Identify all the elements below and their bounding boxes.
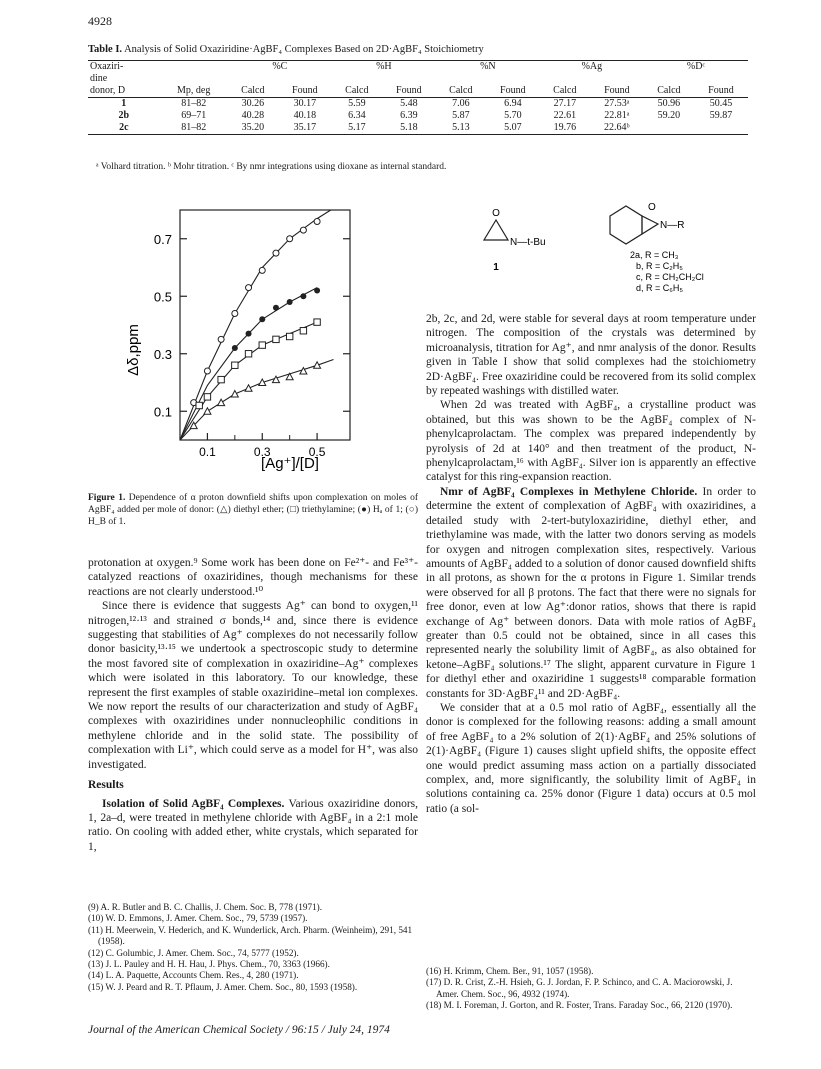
reference-item: (10) W. D. Emmons, J. Amer. Chem. Soc., 79, 5739 (1957). <box>88 913 308 924</box>
cyclohexane-ring <box>610 206 642 244</box>
references-left <box>88 902 418 993</box>
table-caption-text: Analysis of Solid Oxaziridine·AgBF₄ Complexes Based on 2D·AgBF₄ Stoichiometry <box>124 44 484 55</box>
table-header-group-c: %C <box>228 61 332 74</box>
paragraph-text: Various oxaziridine donors, 1, 2a–d, were treated in methylene chloride with AgBF₄ in a 2:1 mole ratio. On cooling with added ether, white crystals, which separated for 1, <box>88 797 418 853</box>
structure-2-label: 2a, R = CH₃ <box>630 250 679 260</box>
data-point-open-square <box>196 402 202 408</box>
plot-border <box>180 210 350 440</box>
structure-2-label: b, R = C₂H₅ <box>636 261 683 271</box>
data-point-open-triangle <box>245 385 252 392</box>
data-point-filled-circle <box>259 316 265 322</box>
table-subheader: Calcd <box>228 85 278 98</box>
table-cell: 50.96 <box>657 98 681 109</box>
table-cell <box>644 122 694 135</box>
reference-item: (11) H. Meerwein, V. Hederich, and K. Wunderlick, Arch. Pharm. (Weinheim), 291, 541 (1958). <box>88 924 413 947</box>
data-point-open-square <box>286 333 292 339</box>
data-point-open-circle <box>273 250 279 256</box>
data-point-open-circle <box>232 311 238 317</box>
reference-item: (9) A. R. Butler and B. C. Challis, J. Chem. Soc. B, 778 (1971). <box>88 902 323 912</box>
paragraph <box>426 485 756 701</box>
data-point-open-circle <box>287 236 293 242</box>
reference-item: (13) J. L. Pauley and H. H. Hau, J. Phys. Chem., 70, 3363 (1966). <box>88 959 330 970</box>
table-header-mp: Mp, deg <box>160 85 228 98</box>
data-point-open-circle <box>314 219 320 225</box>
table-caption-label: Table I. <box>88 44 123 55</box>
data-point-filled-circle <box>273 305 279 311</box>
structure-2 <box>600 196 760 306</box>
x-tick-label: 0.5 <box>308 445 326 459</box>
data-point-open-square <box>232 362 238 368</box>
table-header-donor: Oxaziri- <box>88 61 160 74</box>
reference-item: (15) W. J. Peard and R. T. Pflaum, J. Amer. Chem. Soc., 80, 1593 (1958). <box>88 981 358 992</box>
structure-2-label: d, R = C₆H₅ <box>636 283 684 293</box>
data-point-filled-circle <box>246 331 252 337</box>
table-cell: 30.26 <box>241 98 265 109</box>
data-point-open-circle <box>204 368 210 374</box>
table-cell: 81–82 <box>181 98 207 109</box>
table-cell-donor: 2b <box>118 110 130 121</box>
data-point-open-circle <box>246 285 252 291</box>
reference-item: (16) H. Krimm, Chem. Ber., 91, 1057 (1958). <box>426 966 594 976</box>
plot-points <box>190 219 320 429</box>
data-point-open-circle <box>259 267 265 273</box>
table-cell: 5.48 <box>400 98 418 109</box>
page-number: 4928 <box>88 14 112 28</box>
reference-item: (12) C. Golumbic, J. Amer. Chem. Soc., 74, 5777 (1952). <box>88 947 299 958</box>
structure-1-label: 1 <box>493 262 499 273</box>
paragraph-heading: Isolation of Solid AgBF₄ Complexes. <box>102 797 285 810</box>
table-cell: 35.17 <box>278 122 332 135</box>
paragraph: 2b, 2c, and 2d, were stable for several days at room temperature under nitrogen. The composition of the crystals was determined by microanalysis, titration for Ag⁺, and nmr analysis of the donor. Results given in Table I show that solid complexes had the stoichiometry 2D·AgBF₄. Free oxaziridine could be recovered from its solid complex by repeated washings with distilled water. <box>426 313 756 398</box>
table-row <box>88 122 748 135</box>
table-cell: 5.17 <box>332 122 382 135</box>
table-cell: 22.61 <box>553 110 577 121</box>
table-cell: 40.28 <box>241 110 265 121</box>
data-point-open-square <box>259 342 265 348</box>
table-cell <box>694 122 748 135</box>
structure-1 <box>470 200 590 290</box>
references-right <box>426 966 756 1012</box>
data-point-open-square <box>300 328 306 334</box>
table-subheader: Found <box>694 85 748 98</box>
paragraph-heading: Nmr of AgBF₄ Complexes in Methylene Chloride. <box>440 485 698 498</box>
paragraph <box>88 797 418 855</box>
table-cell: 6.94 <box>504 98 522 109</box>
section-heading-results: Results <box>88 779 124 792</box>
table-header-group-n: %N <box>436 61 540 74</box>
table-1 <box>88 60 748 135</box>
oxygen-atom-label: O <box>648 202 656 213</box>
table-cell: 5.18 <box>382 122 436 135</box>
figure-caption-label: Figure 1. <box>88 493 126 503</box>
figure-1-chart <box>120 200 360 480</box>
data-point-filled-circle <box>314 288 320 294</box>
right-column-text <box>426 312 756 816</box>
table-header-donor-3: donor, D <box>88 85 160 98</box>
table-cell: 40.18 <box>293 110 317 121</box>
data-point-open-square <box>245 351 251 357</box>
table-footnotes: ᵃ Volhard titration. ᵇ Mohr titration. ᶜ By nmr integrations using dioxane as internal standard. <box>96 162 447 172</box>
structure-2-substituent: N—R <box>660 220 685 231</box>
data-point-open-square <box>204 394 210 400</box>
data-point-open-square <box>218 376 224 382</box>
plot-frame <box>180 210 350 440</box>
x-tick-label: 0.1 <box>199 445 216 459</box>
table-cell: 69–71 <box>181 110 207 121</box>
table-cell: 5.07 <box>486 122 540 135</box>
series-curve <box>180 360 334 441</box>
reference-item: (18) M. I. Foreman, J. Gorton, and R. Foster, Trans. Faraday Soc., 66, 2120 (1970). <box>426 1000 733 1011</box>
table-header-donor-2: dine <box>90 73 108 84</box>
data-point-open-circle <box>218 336 224 342</box>
data-point-open-triangle <box>231 391 238 398</box>
figure-caption <box>88 492 418 528</box>
data-point-open-triangle <box>204 408 211 415</box>
table-cell: 5.13 <box>436 122 486 135</box>
table-cell: 5.87 <box>452 110 470 121</box>
table-caption <box>88 44 748 55</box>
table-cell: 81–82 <box>160 122 228 135</box>
table-subheader: Calcd <box>436 85 486 98</box>
table-cell: 27.17 <box>553 98 577 109</box>
data-point-open-square <box>273 336 279 342</box>
series-curve <box>180 288 317 440</box>
table-subheader: Calcd <box>644 85 694 98</box>
left-column-text <box>88 556 418 854</box>
oxaziridine-ring <box>484 220 508 240</box>
y-tick-label: 0.5 <box>153 289 172 305</box>
table-cell: 7.06 <box>452 98 470 109</box>
y-tick-label: 0.1 <box>153 404 172 420</box>
y-axis-label: Δδ,ppm <box>125 324 142 376</box>
table-cell: 22.81ᵃ <box>604 110 630 121</box>
table-cell: 30.17 <box>293 98 317 109</box>
table-cell: 22.64ᵇ <box>590 122 644 135</box>
table-header-group-d: %Dᶜ <box>644 61 748 74</box>
data-point-open-square <box>314 319 320 325</box>
data-point-open-triangle <box>218 399 225 406</box>
reference-item: (14) L. A. Paquette, Accounts Chem. Res., 4, 280 (1971). <box>88 970 299 981</box>
paragraph: We consider that at a 0.5 mol ratio of AgBF₄, essentially all the donor is complexed for the following reasons: adding a small amount of free AgBF₄ to a 2% solution of 2(1)·AgBF₄ and 25% solutions of 2(1)·AgBF₄ (Figure 1) causes slight upfield shifts, the opposite effect one would predict assuming mass action on a partially dissociated complex, and, more significantly, the solubility limit of AgBF₄ in solutions containing ca. 25% donor (Figure 1 data) occurs at 0.5 mol ratio (a sol- <box>426 701 756 815</box>
table-cell: 50.45 <box>709 98 733 109</box>
paragraph: Since there is evidence that suggests Ag⁺ can bond to oxygen,¹¹ nitrogen,¹²·¹³ and strained σ bonds,¹⁴ and, since there is evidence suggesting that stabilities of Ag⁺ complexes do not necessarily follow donor basicity,¹³·¹⁵ we undertook a spectroscopic study to determine the most favored site of complexation in oxaziridine–Ag⁺ complexes which were isolated in this laboratory. To our knowledge, these represent the first examples of stable oxaziridine–metal ion complexes. We now report the results of our characterization and study of AgBF₄ complexes with oxaziridines under nonnucleophilic conditions in methylene chloride and in the solid state. The possibility of complexation with Li⁺, which could serve as a model for H⁺, was also investigated. <box>88 600 418 771</box>
plot-ticks <box>154 232 350 459</box>
y-tick-label: 0.3 <box>153 346 172 362</box>
table-subheader: Found <box>382 85 436 98</box>
table-subheader: Found <box>278 85 332 98</box>
data-point-open-circle <box>300 227 306 233</box>
table-subheader: Calcd <box>540 85 590 98</box>
data-point-filled-circle <box>232 345 238 351</box>
x-tick-label: 0.3 <box>253 445 271 459</box>
journal-footer: Journal of the American Chemical Society / 96:15 / July 24, 1974 <box>88 1024 390 1036</box>
table-cell: 6.39 <box>400 110 418 121</box>
paragraph: protonation at oxygen.⁹ Some work has been done on Fe²⁺- and Fe³⁺-catalyzed reactions of oxaziridines, though mechanisms for these reactions are not clearly understood.¹⁰ <box>88 557 418 598</box>
oxaziridine-ring <box>642 216 658 234</box>
table-subheader: Found <box>590 85 644 98</box>
data-point-filled-circle <box>287 299 293 305</box>
table-subheader: Found <box>486 85 540 98</box>
table-cell: 27.53ᵃ <box>604 98 630 109</box>
table-header-group-h: %H <box>332 61 436 74</box>
data-point-filled-circle <box>300 293 306 299</box>
plot-curves <box>180 210 334 440</box>
table-cell-donor: 1 <box>121 98 127 109</box>
table-cell: 59.87 <box>709 110 733 121</box>
table-header-group-ag: %Ag <box>540 61 644 74</box>
table-cell: 5.70 <box>504 110 522 121</box>
table-row <box>88 98 748 111</box>
x-axis-label: [Ag⁺]/[D] <box>261 455 319 472</box>
series-curve <box>180 322 317 440</box>
table-cell: 35.20 <box>228 122 278 135</box>
reference-item: (17) D. R. Crist, Z.-H. Hsieh, G. J. Jordan, F. P. Schinco, and C. A. Maciorowski, J. Amer. Chem. Soc., 96, 4932 (1974). <box>426 977 733 999</box>
table-subheader: Calcd <box>332 85 382 98</box>
figure-caption-text: Dependence of α proton downfield shifts upon complexation on moles of AgBF₄ added per mole of donor: (△) diethyl ether; (□) triethylamine; (●) Hₐ of 1; (○) H_B of 1. <box>88 493 418 527</box>
oxygen-atom-label: O <box>492 208 500 219</box>
structure-2-label: c, R = CH₂CH₂Cl <box>636 272 704 282</box>
table-row <box>88 110 748 122</box>
table-cell: 19.76 <box>540 122 590 135</box>
table-cell: 59.20 <box>657 110 681 121</box>
paragraph: When 2d was treated with AgBF₄, a crystalline product was obtained, but this was shown to be the AgBF₄ complex of N-phenylcaprolactam. The complex was prepared independently by pyrolysis of 2d at 140° and then treatment of the product, N-phenylcaprolactam,¹⁶ with AgBF₄. Silver ion is apparently an effective catalyst for this ring-expansion reaction. <box>426 399 756 484</box>
table-cell: 6.34 <box>348 110 366 121</box>
y-tick-label: 0.7 <box>153 231 172 247</box>
table-cell: 5.59 <box>348 98 366 109</box>
structure-1-substituent: N—t-Bu <box>510 237 546 248</box>
table-cell-donor: 2c <box>88 122 160 135</box>
paragraph-text: In order to determine the extent of complexation of AgBF₄ with oxaziridines, a detailed study with 2-tert-butyloxaziridine, diethyl ether, and triethylamine was made, with the latter two donors serving as models for oxygen and nitrogen complexation sites, respectively. Various amounts of AgBF₄ added to a solution of donor caused downfield shifts in all protons, as shown for the α protons in Figure 1. Similar trends were observed for all β protons. The fact that there were no signals for free donor, even at low Ag⁺:donor ratios, shows that there is rapid exchange of Ag⁺ between donors. Data with mole ratios of AgBF₄ greater than 0.5 could not be obtained, since in all cases this represented nearly the solubility limit of AgBF₄, as also obtained for ketone–AgBF₄ solutions.¹⁷ The slight, apparent curvature in Figure 1 for diethyl ether and oxaziridine 1 suggests¹⁸ comparable formation constants for 3D·AgBF₄¹¹ and 2D·AgBF₄. <box>426 485 756 700</box>
